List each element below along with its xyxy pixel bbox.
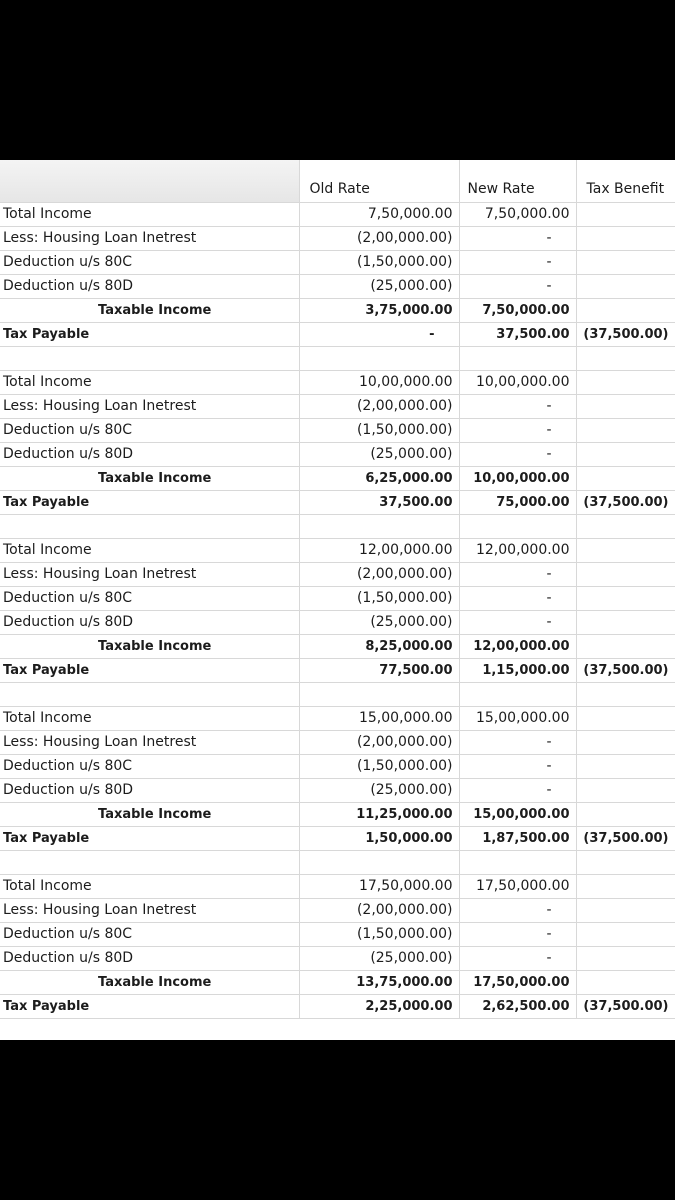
deduction-80d-row (0, 778, 675, 802)
row-label-cell[interactable]: Less: Housing Loan Inetrest (0, 730, 299, 754)
row-label-cell[interactable]: Less: Housing Loan Inetrest (0, 898, 299, 922)
tax-benefit-cell[interactable] (576, 634, 675, 658)
new-rate-cell[interactable]: - (459, 730, 576, 754)
spacer-row (0, 682, 675, 706)
deduction-80d-row (0, 274, 675, 298)
spacer-row (0, 850, 675, 874)
old-rate-cell[interactable]: (2,00,000.00) (299, 730, 459, 754)
taxable-income-row (0, 298, 675, 322)
row-label-cell[interactable]: Tax Payable (0, 658, 299, 682)
new-rate-cell[interactable]: 17,50,000.00 (459, 970, 576, 994)
row-label-cell[interactable]: Deduction u/s 80D (0, 946, 299, 970)
old-rate-cell[interactable]: 11,25,000.00 (299, 802, 459, 826)
row-label-cell[interactable]: Taxable Income (0, 802, 299, 826)
tax-benefit-cell[interactable] (576, 706, 675, 730)
row-label-cell[interactable]: Taxable Income (0, 970, 299, 994)
row-label-cell[interactable]: Tax Payable (0, 826, 299, 850)
tax-benefit-cell[interactable] (576, 802, 675, 826)
row-label-cell[interactable]: Deduction u/s 80C (0, 754, 299, 778)
old-rate-cell[interactable]: (25,000.00) (299, 274, 459, 298)
old-rate-cell[interactable]: (2,00,000.00) (299, 898, 459, 922)
old-rate-cell[interactable]: 2,25,000.00 (299, 994, 459, 1018)
deduction-80c-row (0, 418, 675, 442)
old-rate-cell[interactable]: 10,00,000.00 (299, 370, 459, 394)
tax-benefit-cell[interactable] (576, 778, 675, 802)
new-rate-cell[interactable]: 7,50,000.00 (459, 202, 576, 226)
deduction-80c-row (0, 586, 675, 610)
deduction-80d-row (0, 610, 675, 634)
empty-cell[interactable] (459, 850, 576, 874)
spacer-row (0, 346, 675, 370)
tax-comparison-table (0, 160, 675, 1019)
row-label-cell[interactable]: Tax Payable (0, 322, 299, 346)
total-income-row (0, 370, 675, 394)
new-rate-cell[interactable]: 7,50,000.00 (459, 298, 576, 322)
empty-cell[interactable] (299, 850, 459, 874)
spacer-row (0, 514, 675, 538)
tax-payable-row (0, 490, 675, 514)
tax-benefit-cell[interactable] (576, 298, 675, 322)
new-rate-cell[interactable]: - (459, 946, 576, 970)
tax-benefit-cell[interactable] (576, 874, 675, 898)
new-rate-cell[interactable]: - (459, 754, 576, 778)
tax-benefit-cell[interactable] (576, 754, 675, 778)
new-rate-cell[interactable]: 17,50,000.00 (459, 874, 576, 898)
new-rate-cell[interactable]: - (459, 562, 576, 586)
row-label-cell[interactable]: Deduction u/s 80D (0, 610, 299, 634)
new-rate-cell[interactable]: 15,00,000.00 (459, 802, 576, 826)
tax-benefit-cell[interactable]: (37,500.00) (576, 658, 675, 682)
header-tax-benefit[interactable]: Tax Benefit (576, 160, 675, 202)
row-label-cell[interactable]: Deduction u/s 80D (0, 442, 299, 466)
row-label-cell[interactable]: Total Income (0, 370, 299, 394)
tax-benefit-cell[interactable]: (37,500.00) (576, 322, 675, 346)
tax-benefit-cell[interactable] (576, 538, 675, 562)
tax-benefit-cell[interactable] (576, 250, 675, 274)
tax-payable-row (0, 322, 675, 346)
new-rate-cell[interactable]: - (459, 610, 576, 634)
deduction-80d-row (0, 442, 675, 466)
old-rate-cell[interactable]: (1,50,000.00) (299, 754, 459, 778)
row-label-cell[interactable]: Total Income (0, 538, 299, 562)
tax-benefit-cell[interactable] (576, 370, 675, 394)
new-rate-cell[interactable]: 15,00,000.00 (459, 706, 576, 730)
housing-loan-row (0, 394, 675, 418)
tax-benefit-cell[interactable] (576, 442, 675, 466)
tax-benefit-cell[interactable] (576, 610, 675, 634)
old-rate-cell[interactable]: (25,000.00) (299, 442, 459, 466)
old-rate-cell[interactable]: 7,50,000.00 (299, 202, 459, 226)
new-rate-cell[interactable]: 1,87,500.00 (459, 826, 576, 850)
header-label-cell[interactable] (0, 160, 299, 202)
empty-cell[interactable] (0, 850, 299, 874)
empty-cell[interactable] (0, 514, 299, 538)
tax-benefit-cell[interactable] (576, 922, 675, 946)
empty-cell[interactable] (299, 682, 459, 706)
housing-loan-row (0, 226, 675, 250)
old-rate-cell[interactable]: 8,25,000.00 (299, 634, 459, 658)
new-rate-cell[interactable]: - (459, 274, 576, 298)
header-row (0, 160, 675, 202)
new-rate-cell[interactable]: 1,15,000.00 (459, 658, 576, 682)
total-income-row (0, 202, 675, 226)
row-label-cell[interactable]: Tax Payable (0, 994, 299, 1018)
new-rate-cell[interactable]: - (459, 442, 576, 466)
row-label-cell[interactable]: Total Income (0, 874, 299, 898)
tax-benefit-cell[interactable]: (37,500.00) (576, 994, 675, 1018)
row-label-cell[interactable]: Deduction u/s 80C (0, 418, 299, 442)
empty-cell[interactable] (576, 514, 675, 538)
old-rate-cell[interactable]: 77,500.00 (299, 658, 459, 682)
new-rate-cell[interactable]: 75,000.00 (459, 490, 576, 514)
old-rate-cell[interactable]: 17,50,000.00 (299, 874, 459, 898)
empty-cell[interactable] (576, 682, 675, 706)
old-rate-cell[interactable]: - (299, 322, 459, 346)
total-income-row (0, 706, 675, 730)
row-label-cell[interactable]: Less: Housing Loan Inetrest (0, 226, 299, 250)
tax-benefit-cell[interactable] (576, 226, 675, 250)
taxable-income-row (0, 634, 675, 658)
empty-cell[interactable] (459, 346, 576, 370)
tax-benefit-cell[interactable] (576, 562, 675, 586)
tax-payable-row (0, 658, 675, 682)
header-new-rate[interactable]: New Rate (459, 160, 576, 202)
housing-loan-row (0, 562, 675, 586)
new-rate-cell[interactable]: 2,62,500.00 (459, 994, 576, 1018)
old-rate-cell[interactable]: 1,50,000.00 (299, 826, 459, 850)
empty-cell[interactable] (459, 682, 576, 706)
new-rate-cell[interactable]: - (459, 778, 576, 802)
new-rate-cell[interactable]: - (459, 418, 576, 442)
old-rate-cell[interactable]: (1,50,000.00) (299, 922, 459, 946)
new-rate-cell[interactable]: - (459, 922, 576, 946)
spreadsheet (0, 160, 675, 1040)
old-rate-cell[interactable]: (25,000.00) (299, 946, 459, 970)
old-rate-cell[interactable]: (2,00,000.00) (299, 394, 459, 418)
row-label-cell[interactable]: Taxable Income (0, 634, 299, 658)
empty-cell[interactable] (0, 346, 299, 370)
tax-benefit-cell[interactable] (576, 274, 675, 298)
old-rate-cell[interactable]: (2,00,000.00) (299, 226, 459, 250)
total-income-row (0, 874, 675, 898)
deduction-80c-row (0, 754, 675, 778)
deduction-80c-row (0, 250, 675, 274)
tax-benefit-cell[interactable] (576, 970, 675, 994)
old-rate-cell[interactable]: 6,25,000.00 (299, 466, 459, 490)
new-rate-cell[interactable]: - (459, 394, 576, 418)
row-label-cell[interactable]: Tax Payable (0, 490, 299, 514)
empty-cell[interactable] (576, 346, 675, 370)
old-rate-cell[interactable]: 13,75,000.00 (299, 970, 459, 994)
tax-benefit-cell[interactable] (576, 466, 675, 490)
total-income-row (0, 538, 675, 562)
old-rate-cell[interactable]: 15,00,000.00 (299, 706, 459, 730)
row-label-cell[interactable]: Taxable Income (0, 298, 299, 322)
old-rate-cell[interactable]: (1,50,000.00) (299, 418, 459, 442)
row-label-cell[interactable]: Deduction u/s 80D (0, 274, 299, 298)
empty-cell[interactable] (459, 514, 576, 538)
new-rate-cell[interactable]: 10,00,000.00 (459, 370, 576, 394)
tax-benefit-cell[interactable] (576, 730, 675, 754)
old-rate-cell[interactable]: 3,75,000.00 (299, 298, 459, 322)
header-old-rate[interactable]: Old Rate (299, 160, 459, 202)
old-rate-cell[interactable]: (1,50,000.00) (299, 586, 459, 610)
row-label-cell[interactable]: Deduction u/s 80C (0, 922, 299, 946)
new-rate-cell[interactable]: - (459, 226, 576, 250)
old-rate-cell[interactable]: (1,50,000.00) (299, 250, 459, 274)
empty-cell[interactable] (0, 682, 299, 706)
taxable-income-row (0, 802, 675, 826)
new-rate-cell[interactable]: 10,00,000.00 (459, 466, 576, 490)
tax-benefit-cell[interactable] (576, 946, 675, 970)
deduction-80c-row (0, 922, 675, 946)
new-rate-cell[interactable]: 12,00,000.00 (459, 538, 576, 562)
housing-loan-row (0, 898, 675, 922)
empty-cell[interactable] (299, 346, 459, 370)
deduction-80d-row (0, 946, 675, 970)
taxable-income-row (0, 970, 675, 994)
new-rate-cell[interactable]: - (459, 250, 576, 274)
empty-cell[interactable] (299, 514, 459, 538)
tax-benefit-cell[interactable] (576, 418, 675, 442)
empty-cell[interactable] (576, 850, 675, 874)
tax-benefit-cell[interactable]: (37,500.00) (576, 490, 675, 514)
tax-benefit-cell[interactable]: (37,500.00) (576, 826, 675, 850)
old-rate-cell[interactable]: 37,500.00 (299, 490, 459, 514)
row-label-cell[interactable]: Total Income (0, 202, 299, 226)
row-label-cell[interactable]: Deduction u/s 80D (0, 778, 299, 802)
old-rate-cell[interactable]: (25,000.00) (299, 610, 459, 634)
old-rate-cell[interactable]: (2,00,000.00) (299, 562, 459, 586)
row-label-cell[interactable]: Taxable Income (0, 466, 299, 490)
tax-benefit-cell[interactable] (576, 898, 675, 922)
old-rate-cell[interactable]: 12,00,000.00 (299, 538, 459, 562)
new-rate-cell[interactable]: - (459, 586, 576, 610)
tax-benefit-cell[interactable] (576, 202, 675, 226)
housing-loan-row (0, 730, 675, 754)
old-rate-cell[interactable]: (25,000.00) (299, 778, 459, 802)
tax-benefit-cell[interactable] (576, 586, 675, 610)
new-rate-cell[interactable]: 37,500.00 (459, 322, 576, 346)
tax-payable-row (0, 994, 675, 1018)
row-label-cell[interactable]: Deduction u/s 80C (0, 250, 299, 274)
new-rate-cell[interactable]: - (459, 898, 576, 922)
row-label-cell[interactable]: Less: Housing Loan Inetrest (0, 394, 299, 418)
new-rate-cell[interactable]: 12,00,000.00 (459, 634, 576, 658)
tax-payable-row (0, 826, 675, 850)
tax-benefit-cell[interactable] (576, 394, 675, 418)
row-label-cell[interactable]: Deduction u/s 80C (0, 586, 299, 610)
taxable-income-row (0, 466, 675, 490)
row-label-cell[interactable]: Less: Housing Loan Inetrest (0, 562, 299, 586)
row-label-cell[interactable]: Total Income (0, 706, 299, 730)
